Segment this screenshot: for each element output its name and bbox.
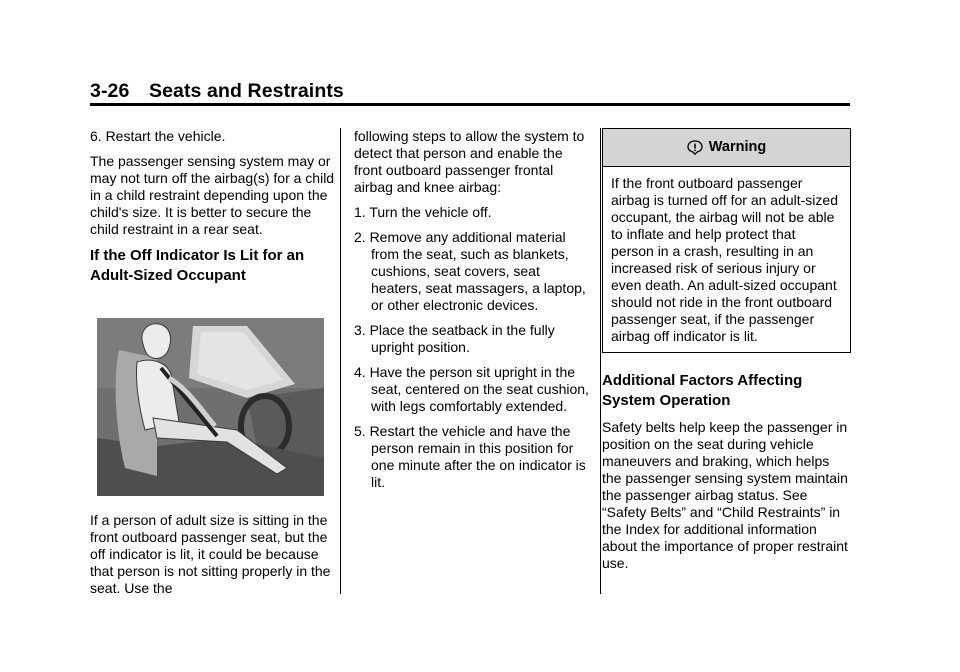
warning-icon bbox=[687, 140, 703, 155]
column-divider-1 bbox=[340, 128, 341, 594]
column-right bbox=[602, 128, 852, 580]
list-item: 2. Remove any additional material from the seat, such as blankets, cushions, seat covers, seat heaters, seat massagers, a laptop, or other electronic devices. bbox=[354, 229, 586, 313]
warning-text: If the front outboard passenger airbag is turned off for an adult-sized occupant, the airbag will not be able to inflate and help protect that person in a crash, resulting in an increased risk of serious injury or even death. An adult-sized occupant should not ride in the front outboard passenger seat, if the passenger airbag off indicator is lit. bbox=[611, 175, 838, 344]
warning-title: Warning bbox=[708, 139, 767, 155]
section-title: Seats and Restraints bbox=[148, 80, 344, 102]
column-middle bbox=[354, 128, 594, 499]
list-item: 1. Turn the vehicle off. bbox=[354, 204, 492, 220]
list-item: 5. Restart the vehicle and have the person remain in this position for one minute after the on indicator is lit. bbox=[354, 423, 586, 490]
list-item: 4. Have the person sit upright in the seat, centered on the seat cushion, with legs comfortably extended. bbox=[354, 364, 589, 414]
column-left-bottom bbox=[90, 512, 338, 605]
paragraph-adult-size: If a person of adult size is sitting in the front outboard passenger seat, but the off indicator is lit, it could be because that person is not sitting properly in the seat. Use the bbox=[90, 512, 331, 596]
step-6: 6. Restart the vehicle. bbox=[90, 128, 226, 144]
paragraph-steps-intro: following steps to allow the system to detect that person and enable the front outboard passenger frontal airbag and knee airbag: bbox=[354, 128, 585, 195]
column-left bbox=[90, 128, 338, 286]
heading-off-indicator: If the Off Indicator Is Lit for an Adult-Sized Occupant bbox=[90, 247, 305, 284]
list-item: 3. Place the seatback in the fully upright position. bbox=[354, 322, 555, 355]
paragraph-safety-belts: Safety belts help keep the passenger in position on the seat during vehicle maneuvers and braking, which helps the passenger sensing system maintain the passenger airbag status. See “Safety Belts” and “Child Restraints” in the Index for additional information about the importance of proper restraint use. bbox=[602, 419, 848, 571]
column-divider-2 bbox=[600, 128, 601, 594]
page-header bbox=[90, 80, 344, 103]
page-number: 3-26 bbox=[90, 80, 130, 102]
paragraph-child-restraint: The passenger sensing system may or may not turn off the airbag(s) for a child in a child restraint depending upon the child's size. It is better to secure the child restraint in a rear seat. bbox=[90, 153, 335, 237]
header-rule bbox=[90, 103, 850, 106]
heading-additional-factors: Additional Factors Affecting System Operation bbox=[602, 372, 803, 409]
warning-header bbox=[603, 129, 850, 167]
warning-box bbox=[602, 128, 851, 353]
adult-occupant-illustration bbox=[97, 318, 324, 496]
steps-list bbox=[354, 204, 594, 491]
